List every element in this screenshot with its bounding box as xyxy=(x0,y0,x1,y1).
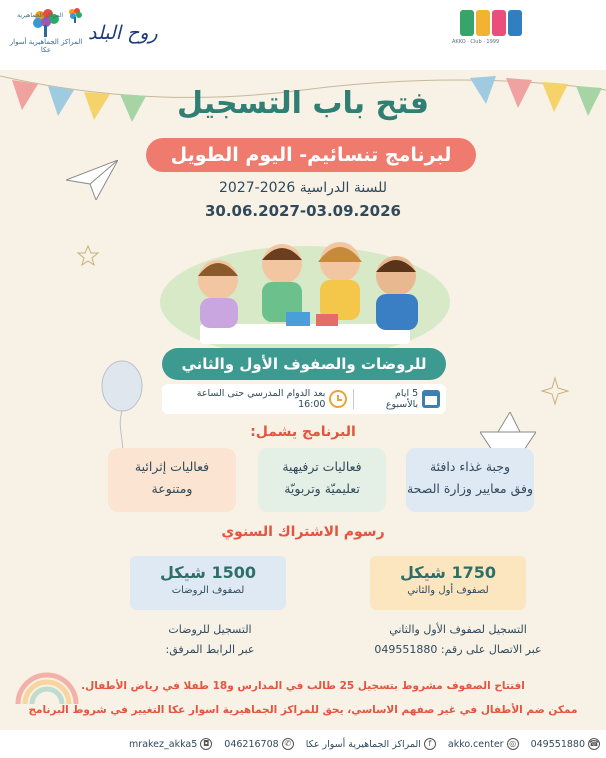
calendar-icon xyxy=(422,390,440,408)
feature-meal-line2: وفق معايير وزارة الصحة xyxy=(406,481,534,496)
registration-grades xyxy=(340,620,576,660)
spirit-of-town-title: روح البلد xyxy=(88,22,158,44)
contact-footer xyxy=(0,730,606,758)
globe-icon: ◎ xyxy=(507,738,519,750)
footer-facebook-text: المراكز الجماهيرية أسوار عكا xyxy=(305,738,421,750)
facebook-icon: f xyxy=(424,738,436,750)
hours-cell xyxy=(162,388,353,410)
feature-card-meal xyxy=(406,448,534,512)
registration-kindergarten-line1: التسجيل للروضات xyxy=(168,623,252,636)
feature-card-activities xyxy=(258,448,386,512)
feature-meal-line1: وجبة غذاء دافئة xyxy=(429,459,511,474)
program-title-pill: لبرنامج تنسائيم- اليوم الطويل xyxy=(146,138,476,172)
audience-banner: للروضات والصفوف الأول والثاني xyxy=(162,348,446,380)
fees-heading: رسوم الاشتراك السنوي xyxy=(221,524,385,540)
footer-website[interactable] xyxy=(448,738,519,750)
footer-phone-text: 049551880 xyxy=(530,738,585,750)
footer-tree-logo-icon xyxy=(66,6,84,24)
price-grades-label: لصفوف أول والثاني xyxy=(407,585,489,596)
feature-enrichment-line1: فعاليات إثرائية xyxy=(134,459,210,474)
footer-instagram[interactable] xyxy=(129,738,212,750)
sparkle-icon xyxy=(540,376,570,406)
footer-website-text: akko.center xyxy=(447,738,504,750)
price-kindergarten-amount: 1500 شيكل xyxy=(160,563,256,582)
hours-text: بعد الدوام المدرسي حتى الساعة 16:00 xyxy=(196,388,326,410)
akko-logo-icon xyxy=(452,10,522,36)
instagram-icon: ◘ xyxy=(200,738,212,750)
note-minimum-enrollment: افتتاح الصفوف مشروط بتسجيل 25 طالب في المدارس و18 طفلا في رياض الأطفال. xyxy=(81,680,525,692)
note-program-terms: ممكن ضم الأطفال في غير صفهم الاساسي، يحق للمراكز الجماهيرية اسوار عكا التغيير في شروط البرنامج xyxy=(28,704,578,716)
date-range: 30.06.2027-03.09.2026 xyxy=(204,202,401,220)
registration-grades-line2: عبر الاتصال على رقم: 049551880 xyxy=(374,643,542,656)
feature-activities-line1: فعاليات ترفيهية xyxy=(282,459,362,474)
whatsapp-icon: ✆ xyxy=(282,738,294,750)
registration-kindergarten xyxy=(110,620,310,660)
price-grades-amount: 1750 شيكل xyxy=(400,563,496,582)
community-centers-caption: المراكز الجماهيرية أسوار عكا xyxy=(9,38,83,54)
price-kindergarten-label: لصفوف الروضات xyxy=(171,585,245,596)
includes-heading: البرنامج يشمل: xyxy=(250,424,356,440)
children-drawing-illustration xyxy=(160,228,450,358)
footer-instagram-text: mrakez_akka5 xyxy=(129,738,198,750)
akko-club-logo xyxy=(452,10,522,52)
footer-centers-logo xyxy=(6,4,84,26)
schedule-divider xyxy=(353,389,354,409)
days-text: 5 ايام بالأسبوع xyxy=(385,388,419,410)
clock-icon xyxy=(329,390,347,408)
footer-whatsapp-text: 046216708 xyxy=(224,738,279,750)
footer-whatsapp[interactable] xyxy=(224,738,293,750)
footer-phone[interactable] xyxy=(531,738,600,750)
akko-logo-caption: AKKO · Club · 1999 xyxy=(452,39,500,45)
price-card-grades xyxy=(370,556,526,610)
feature-enrichment-line2: ومتنوعة xyxy=(151,481,193,496)
star-icon xyxy=(76,244,100,268)
feature-activities-line2: تعليميّة وتربويّة xyxy=(284,481,360,496)
footer-logo-text: المراكز الجماهيرية xyxy=(17,11,63,19)
footer-facebook[interactable] xyxy=(306,738,436,750)
registration-open-headline: فتح باب التسجيل xyxy=(176,86,430,121)
days-cell xyxy=(354,388,446,410)
school-year-line: للسنة الدراسية 2026-2027 xyxy=(219,180,387,196)
feature-card-enrichment xyxy=(108,448,236,512)
registration-grades-line1: التسجيل لصفوف الأول والثاني xyxy=(389,623,527,636)
phone-icon: ☎ xyxy=(589,739,599,748)
price-card-kindergarten xyxy=(130,556,286,610)
schedule-row xyxy=(162,384,446,414)
registration-kindergarten-line2[interactable]: عبر الرابط المرفق: xyxy=(165,643,255,656)
